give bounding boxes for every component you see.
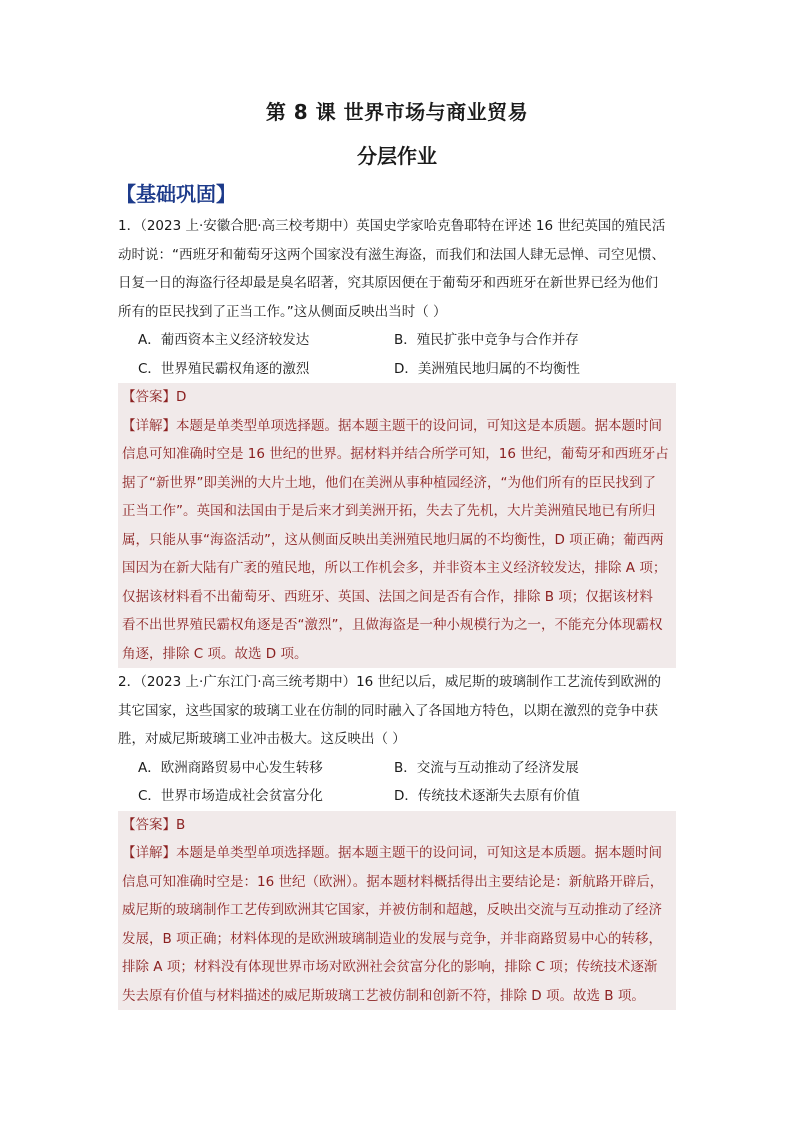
option-d: D．传统技术逐渐失去原有价值 [394,788,580,804]
explanation-line: 发展，B 项正确；材料体现的是欧洲玻璃制造业的发展与竞争，并非商路贸易中心的转移， [122,930,663,947]
explanation-line: 【详解】本题是单类型单项选择题。据本题主题干的设问词，可知这是本质题。据本题时间 [122,417,662,434]
options-row [118,782,676,811]
answer-label: 【答案】B [122,816,186,833]
options-row [118,326,676,355]
answer-label: 【答案】D [122,389,187,405]
question-1-line: 日复一日的海盗行径却最是臭名昭著，究其原因便在于葡萄牙和西班牙在新世界已经为他们 [118,275,658,291]
question-2-line: 其它国家，这些国家的玻璃工业在仿制的同时融入了各国地方特色，以期在激烈的竞争中获 [118,702,658,719]
explanation-line: 威尼斯的玻璃制作工艺传到欧洲其它国家，并被仿制和超越，反映出交流与互动推动了经济 [122,902,662,918]
explanation-line: 仅据该材料看不出葡萄牙、西班牙、英国、法国之间是否有合作，排除 B 项；仅据该材料 [122,588,653,605]
explanation-line: 角逐，排除 C 项。故选 D 项。 [122,645,308,662]
explanation-line: 据了“新世界”即美洲的大片土地，他们在美洲从事种植园经济，“为他们所有的臣民找到了 [122,474,656,491]
question-2 [118,668,676,1010]
answer-block [118,383,676,668]
option-c: C．世界殖民霸权角逐的激烈 [138,360,310,377]
explanation-line: 信息可知准确时空是 16 世纪的世界。据材料并结合所学可知，16 世纪，葡萄牙和西班牙占 [122,446,669,462]
question-2-line: 2．（2023 上·广东江门·高三统考期中）16 世纪以后，威尼斯的玻璃制作工艺流传到欧洲的 [118,674,662,690]
option-b: B．殖民扩张中竞争与合作并存 [394,332,579,348]
option-c: C．世界市场造成社会贫富分化 [138,788,323,804]
section-heading: 【基础巩固】 [116,182,236,206]
explanation-line: 看不出世界殖民霸权角逐是否“激烈”，且做海盗是一种小规模行为之一，不能充分体现霸权 [122,617,663,633]
question-1 [118,212,676,668]
explanation-line: 正当工作”。英国和法国由于是后来才到美洲开拓，失去了先机，大片美洲殖民地已有所归 [122,503,656,519]
page-title: 第 8 课 世界市场与商业贸易 [265,100,529,124]
question-2-line: 胜，对威尼斯玻璃工业冲击极大。这反映出（ ） [118,731,406,747]
options-row [118,754,676,783]
explanation-line: 失去原有价值与材料描述的威尼斯玻璃工艺被仿制和创新不符，排除 D 项。故选 B 项。 [122,987,645,1004]
explanation-line: 【详解】本题是单类型单项选择题。据本题主题干的设问词，可知这是本质题。据本题时间 [122,845,662,861]
question-1-line: 1．（2023 上·安徽合肥·高三校考期中）英国史学家哈克鲁耶特在评述 16 世纪英国的殖民活 [118,218,666,234]
explanation-line: 国因为在新大陆有广袤的殖民地，所以工作机会多，并非资本主义经济较发达，排除 A 项； [122,560,667,576]
options-row [118,355,676,384]
explanation-line: 属，只能从事“海盗活动”，这从侧面反映出美洲殖民地归属的不均衡性，D 项正确；葡西两 [122,531,664,548]
option-a: A．欧洲商路贸易中心发生转移 [138,759,323,776]
answer-block [118,811,676,1011]
page-subtitle: 分层作业 [357,144,437,168]
option-b: B．交流与互动推动了经济发展 [394,759,579,776]
question-1-line: 所有的臣民找到了正当工作。”这从侧面反映出当时（ ） [118,303,447,320]
option-d: D．美洲殖民地归属的不均衡性 [394,360,580,377]
explanation-line: 信息可知准确时空是：16 世纪（欧洲）。据本题材料概括得出主要结论是：新航路开辟后， [122,873,664,890]
question-1-line: 动时说：“西班牙和葡萄牙这两个国家没有滋生海盗，而我们和法国人肆无忌惮、司空见惯、 [118,246,665,263]
option-a: A．葡西资本主义经济较发达 [138,332,310,348]
explanation-line: 排除 A 项；材料没有体现世界市场对欧洲社会贫富分化的影响，排除 C 项；传统技术逐渐 [122,959,658,975]
